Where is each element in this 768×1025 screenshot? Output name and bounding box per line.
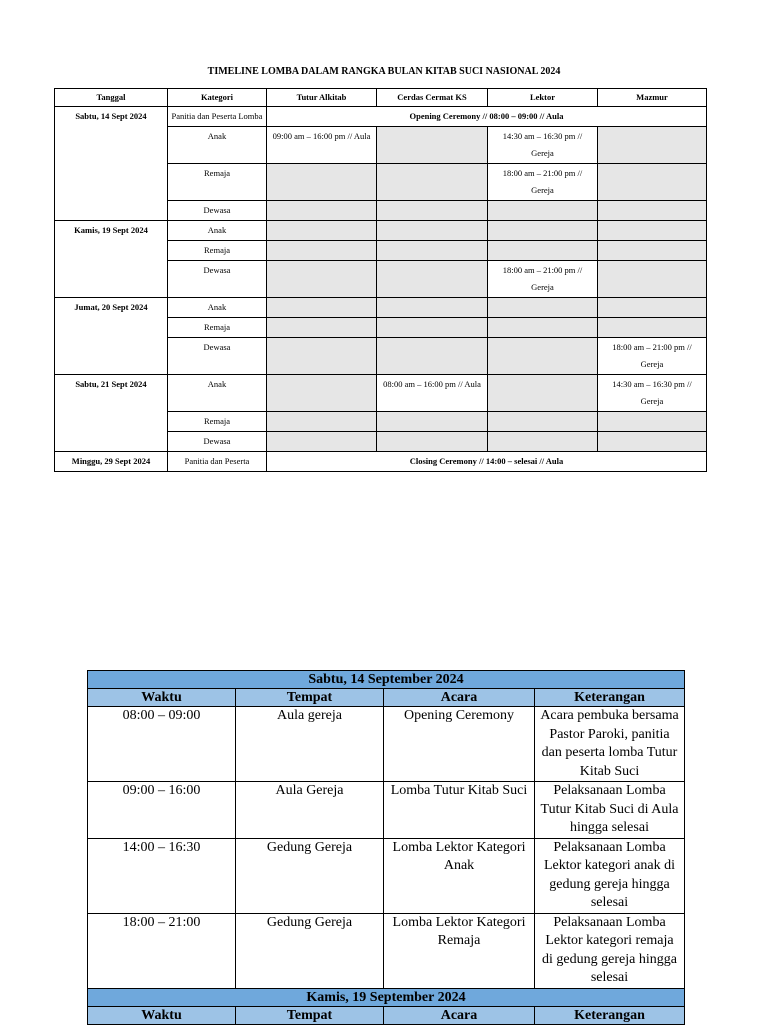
timeline-category-cell: Dewasa — [168, 432, 267, 452]
timeline-empty-cell — [267, 412, 377, 432]
timeline-category-cell: Remaja — [168, 164, 267, 201]
schedule-cell: Opening Ceremony — [384, 707, 535, 782]
timeline-empty-cell — [598, 201, 707, 221]
timeline-row — [55, 452, 707, 472]
timeline-category-cell: Dewasa — [168, 338, 267, 375]
timeline-empty-cell — [488, 338, 598, 375]
timeline-empty-cell — [377, 164, 488, 201]
timeline-empty-cell — [598, 164, 707, 201]
timeline-row — [55, 375, 707, 412]
schedule-cell: 08:00 – 09:00 — [88, 707, 236, 782]
timeline-ceremony-cell: Opening Ceremony // 08:00 – 09:00 // Aula — [267, 107, 707, 127]
schedule-column-header: Keterangan — [535, 1006, 685, 1024]
schedule-cell: 09:00 – 16:00 — [88, 782, 236, 839]
timeline-empty-cell — [488, 318, 598, 338]
timeline-empty-cell — [267, 221, 377, 241]
timeline-empty-cell — [377, 221, 488, 241]
timeline-slot-cell: 09:00 am – 16:00 pm // Aula — [267, 127, 377, 164]
schedule-column-header-row — [88, 689, 685, 707]
timeline-category-cell: Remaja — [168, 412, 267, 432]
timeline-empty-cell — [377, 298, 488, 318]
timeline-empty-cell — [598, 412, 707, 432]
timeline-empty-cell — [267, 338, 377, 375]
timeline-ceremony-cell: Closing Ceremony // 14:00 – selesai // Aula — [267, 452, 707, 472]
timeline-empty-cell — [377, 338, 488, 375]
schedule-column-header: Waktu — [88, 1006, 236, 1024]
timeline-empty-cell — [267, 318, 377, 338]
schedule-body — [88, 671, 685, 1025]
timeline-slot-cell: 08:00 am – 16:00 pm // Aula — [377, 375, 488, 412]
timeline-column-header: Cerdas Cermat KS — [377, 89, 488, 107]
timeline-column-header: Kategori — [168, 89, 267, 107]
timeline-category-cell: Anak — [168, 221, 267, 241]
timeline-empty-cell — [267, 375, 377, 412]
document-title: TIMELINE LOMBA DALAM RANGKA BULAN KITAB SUCI NASIONAL 2024 — [207, 66, 561, 77]
timeline-empty-cell — [598, 241, 707, 261]
timeline-empty-cell — [598, 127, 707, 164]
timeline-empty-cell — [488, 241, 598, 261]
timeline-empty-cell — [488, 375, 598, 412]
schedule-row — [88, 707, 685, 782]
schedule-cell: Lomba Lektor Kategori Anak — [384, 838, 535, 913]
timeline-empty-cell — [377, 318, 488, 338]
timeline-column-header: Tutur Alkitab — [267, 89, 377, 107]
timeline-empty-cell — [488, 412, 598, 432]
timeline-category-cell: Panitia dan Peserta Lomba — [168, 107, 267, 127]
timeline-column-header: Mazmur — [598, 89, 707, 107]
timeline-column-header: Lektor — [488, 89, 598, 107]
timeline-empty-cell — [377, 241, 488, 261]
schedule-day-header — [88, 671, 685, 689]
timeline-slot-cell: 18:00 am – 21:00 pm // Gereja — [488, 164, 598, 201]
schedule-cell: Pelaksanaan Lomba Lektor kategori anak di gedung gereja hingga selesai — [535, 838, 685, 913]
timeline-empty-cell — [377, 432, 488, 452]
timeline-slot-cell: 14:30 am – 16:30 pm // Gereja — [488, 127, 598, 164]
timeline-slot-cell: 18:00 am – 21:00 pm // Gereja — [488, 261, 598, 298]
timeline-empty-cell — [488, 201, 598, 221]
timeline-row — [55, 221, 707, 241]
schedule-cell: Pelaksanaan Lomba Tutur Kitab Suci di Aula hingga selesai — [535, 782, 685, 839]
timeline-category-cell: Panitia dan Peserta — [168, 452, 267, 472]
timeline-category-cell: Anak — [168, 298, 267, 318]
timeline-row — [55, 107, 707, 127]
schedule-day-header — [88, 988, 685, 1006]
schedule-cell: Gedung Gereja — [236, 838, 384, 913]
schedule-cell: Aula Gereja — [236, 782, 384, 839]
timeline-empty-cell — [598, 432, 707, 452]
schedule-cell: 18:00 – 21:00 — [88, 913, 236, 988]
timeline-empty-cell — [377, 412, 488, 432]
schedule-cell: Aula gereja — [236, 707, 384, 782]
schedule-column-header: Acara — [384, 689, 535, 707]
timeline-date-cell: Jumat, 20 Sept 2024 — [55, 298, 168, 375]
timeline-empty-cell — [267, 164, 377, 201]
timeline-category-cell: Anak — [168, 375, 267, 412]
timeline-category-cell: Anak — [168, 127, 267, 164]
schedule-column-header: Waktu — [88, 689, 236, 707]
timeline-empty-cell — [488, 298, 598, 318]
schedule-column-header: Tempat — [236, 1006, 384, 1024]
schedule-cell: Lomba Tutur Kitab Suci — [384, 782, 535, 839]
timeline-empty-cell — [598, 318, 707, 338]
schedule-column-header: Acara — [384, 1006, 535, 1024]
schedule-cell: Lomba Lektor Kategori Remaja — [384, 913, 535, 988]
timeline-slot-cell: 14:30 am – 16:30 pm // Gereja — [598, 375, 707, 412]
schedule-day-title: Sabtu, 14 September 2024 — [88, 671, 685, 689]
timeline-date-cell: Minggu, 29 Sept 2024 — [55, 452, 168, 472]
timeline-empty-cell — [377, 201, 488, 221]
schedule-column-header-row — [88, 1006, 685, 1024]
timeline-empty-cell — [377, 261, 488, 298]
timeline-row — [55, 298, 707, 318]
schedule-day-title: Kamis, 19 September 2024 — [88, 988, 685, 1006]
timeline-slot-cell: 18:00 am – 21:00 pm // Gereja — [598, 338, 707, 375]
schedule-cell: Acara pembuka bersama Pastor Paroki, panitia dan peserta lomba Tutur Kitab Suci — [535, 707, 685, 782]
timeline-empty-cell — [267, 261, 377, 298]
timeline-category-cell: Remaja — [168, 318, 267, 338]
schedule-row — [88, 913, 685, 988]
schedule-row — [88, 838, 685, 913]
timeline-empty-cell — [267, 298, 377, 318]
timeline-column-header: Tanggal — [55, 89, 168, 107]
schedule-column-header: Keterangan — [535, 689, 685, 707]
timeline-category-cell: Remaja — [168, 241, 267, 261]
schedule-table — [87, 670, 685, 1025]
timeline-empty-cell — [267, 241, 377, 261]
schedule-cell: 14:00 – 16:30 — [88, 838, 236, 913]
schedule-cell: Pelaksanaan Lomba Lektor kategori remaja di gedung gereja hingga selesai — [535, 913, 685, 988]
timeline-category-cell: Dewasa — [168, 201, 267, 221]
timeline-empty-cell — [377, 127, 488, 164]
timeline-empty-cell — [598, 261, 707, 298]
timeline-empty-cell — [598, 298, 707, 318]
timeline-empty-cell — [598, 221, 707, 241]
timeline-empty-cell — [267, 201, 377, 221]
timeline-date-cell: Sabtu, 14 Sept 2024 — [55, 107, 168, 221]
schedule-row — [88, 782, 685, 839]
timeline-date-cell: Kamis, 19 Sept 2024 — [55, 221, 168, 298]
timeline-date-cell: Sabtu, 21 Sept 2024 — [55, 375, 168, 452]
timeline-empty-cell — [488, 432, 598, 452]
timeline-category-cell: Dewasa — [168, 261, 267, 298]
schedule-column-header: Tempat — [236, 689, 384, 707]
timeline-header-row — [55, 89, 707, 107]
timeline-body — [55, 107, 707, 472]
timeline-table — [54, 88, 707, 472]
timeline-empty-cell — [488, 221, 598, 241]
schedule-cell: Gedung Gereja — [236, 913, 384, 988]
timeline-empty-cell — [267, 432, 377, 452]
